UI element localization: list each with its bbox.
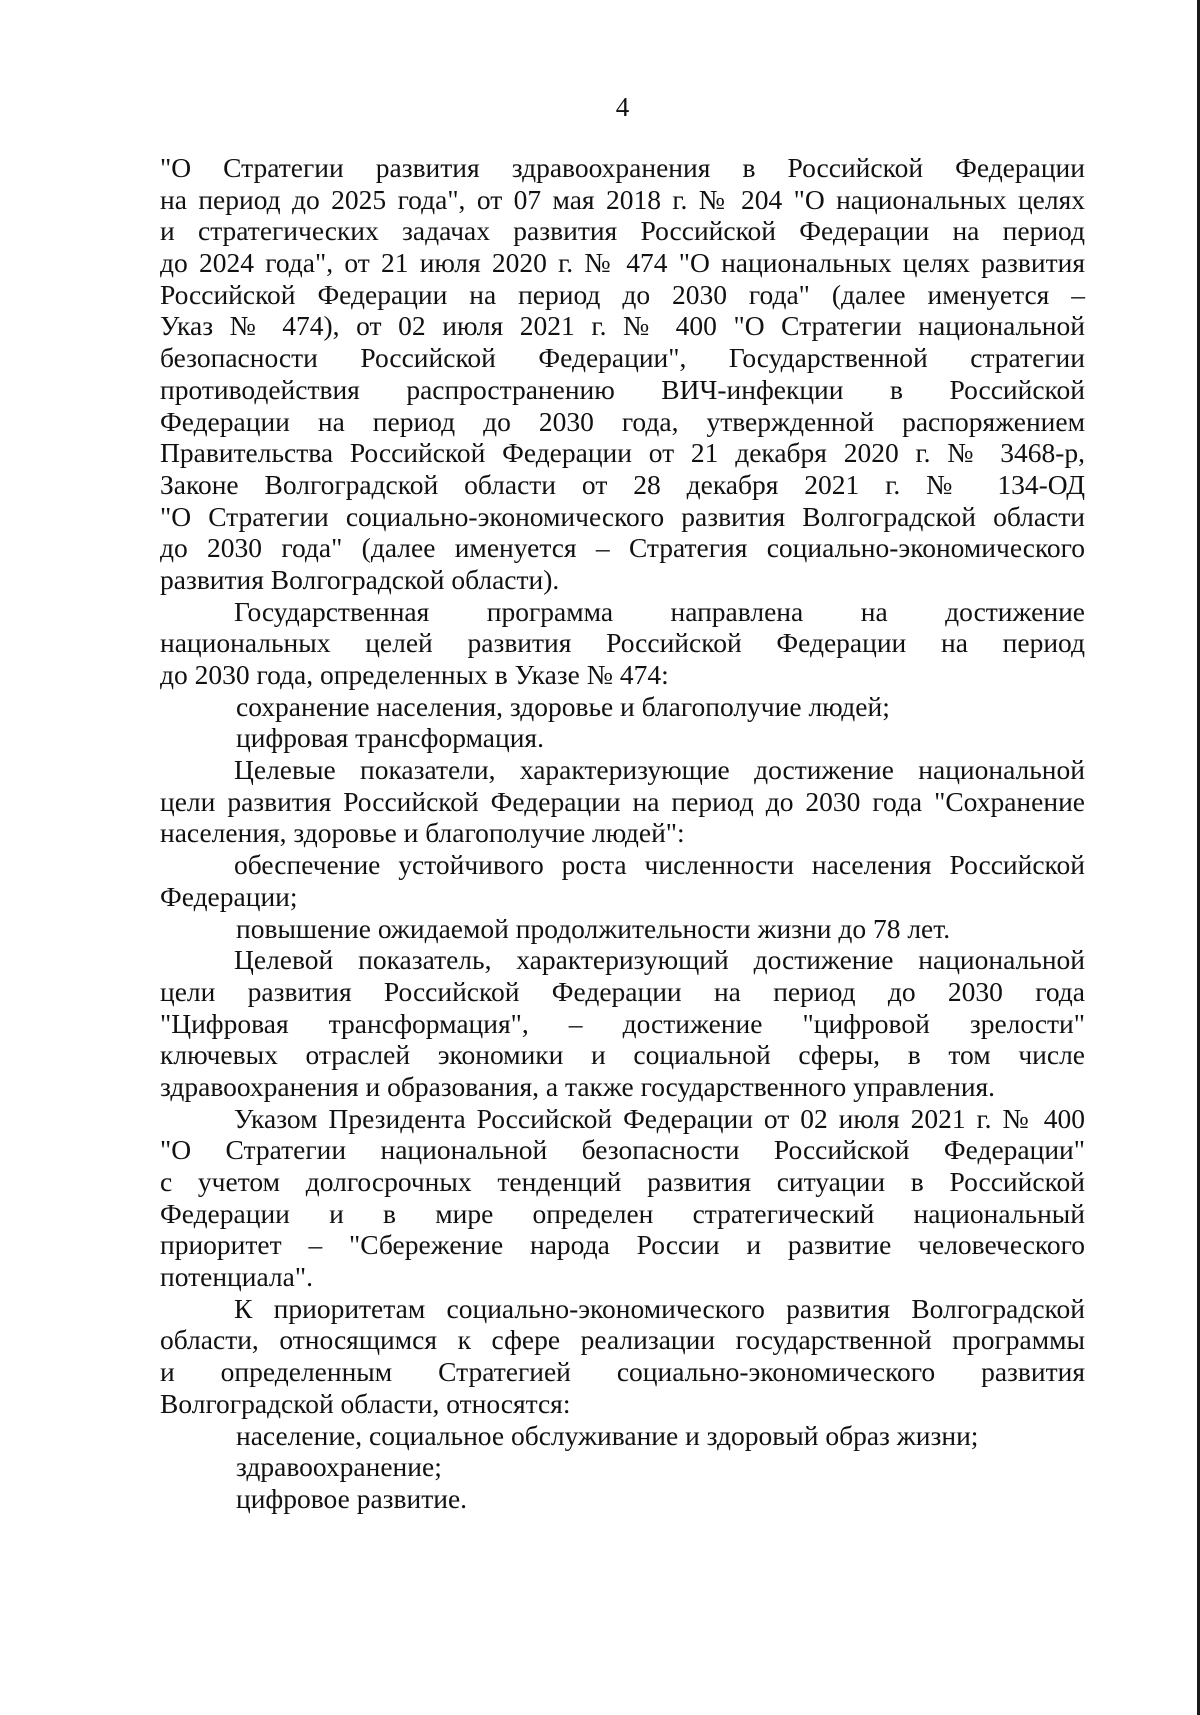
text-line: населения, здоровье и благополучие людей": (160, 817, 685, 849)
text-line: К приоритетам социально-экономического развития Волгоградской (234, 1292, 1085, 1324)
text-line: Указ № 474), от 02 июля 2021 г. № 400 "О Стратегии национальной (160, 310, 1085, 342)
text-line: потенциала". (160, 1261, 313, 1293)
text-line: национальных целей развития Российской Федерации на период (160, 627, 1085, 659)
page-number: 4 (615, 92, 630, 122)
text-line: цели развития Российской Федерации на период до 2030 года (160, 975, 1085, 1007)
text-line: население, социальное обслуживание и здоровый образ жизни; (236, 1419, 979, 1451)
text-line: "О Стратегии развития здравоохранения в Российской Федерации (160, 152, 1085, 183)
text-line: "О Стратегии национальной безопасности Российской Федерации" (160, 1134, 1085, 1166)
text-line: безопасности Российской Федерации", Государственной стратегии (160, 342, 1085, 374)
text-line: с учетом долгосрочных тенденций развития ситуации в Российской (160, 1166, 1085, 1197)
text-line: развития Волгоградской области). (160, 563, 560, 595)
text-line: Федерации; (160, 880, 298, 912)
text-line: области, относящимся к сфере реализации государственной программы (160, 1324, 1085, 1356)
text-line: Федерации на период до 2030 года, утвержденной распоряжением (160, 405, 1085, 437)
text-line: до 2030 года, определенных в Указе № 474: (160, 659, 669, 690)
text-line: "О Стратегии социально-экономического развития Волгоградской области (160, 500, 1085, 532)
text-line: и определенным Стратегией социально-экономического развития (160, 1356, 1085, 1388)
text-line: цели развития Российской Федерации на период до 2030 года "Сохранение (160, 785, 1085, 817)
text-line: повышение ожидаемой продолжительности жизни до 78 лет. (236, 912, 951, 944)
text-line: Российской Федерации на период до 2030 года" (далее именуется – (160, 278, 1085, 310)
text-line: обеспечение устойчивого роста численности населения Российской (234, 849, 1085, 881)
text-line: сохранение населения, здоровье и благополучие людей; (236, 690, 890, 722)
text-line: здравоохранения и образования, а также государственного управления. (160, 1070, 996, 1102)
text-line: Государственная программа направлена на достижение (234, 595, 1085, 627)
text-line: и стратегических задачах развития Российской Федерации на период (160, 215, 1085, 247)
text-line: Целевые показатели, характеризующие достижение национальной (234, 754, 1085, 786)
text-line: цифровое развитие. (236, 1482, 468, 1514)
text-line: до 2030 года" (далее именуется – Стратегия социально-экономического (160, 532, 1085, 564)
text-line: Указом Президента Российской Федерации от 02 июля 2021 г. № 400 (234, 1102, 1085, 1134)
text-line: здравоохранение; (236, 1451, 442, 1483)
text-line: цифровая трансформация. (236, 722, 544, 754)
text-line: на период до 2025 года", от 07 мая 2018 г. № 204 "О национальных целях (160, 183, 1085, 215)
text-line: "Цифровая трансформация", – достижение "цифровой зрелости" (160, 1007, 1085, 1039)
text-line: Волгоградской области, относятся: (160, 1387, 571, 1419)
text-line: Федерации и в мире определен стратегический национальный (160, 1197, 1085, 1229)
text-line: приоритет – "Сбережение народа России и развитие человеческого (160, 1229, 1085, 1261)
document-body (160, 152, 1085, 1515)
text-line: Законе Волгоградской области от 28 декабря 2021 г. № 134-ОД (160, 468, 1085, 500)
text-line: Правительства Российской Федерации от 21 декабря 2020 г. № 3468-р, (160, 437, 1085, 469)
text-line: ключевых отраслей экономики и социальной сферы, в том числе (160, 1039, 1085, 1071)
text-line: Целевой показатель, характеризующий достижение национальной (234, 944, 1085, 976)
text-line: противодействия распространению ВИЧ-инфекции в Российской (160, 373, 1085, 405)
text-line: до 2024 года", от 21 июля 2020 г. № 474 "О национальных целях развития (160, 247, 1085, 279)
